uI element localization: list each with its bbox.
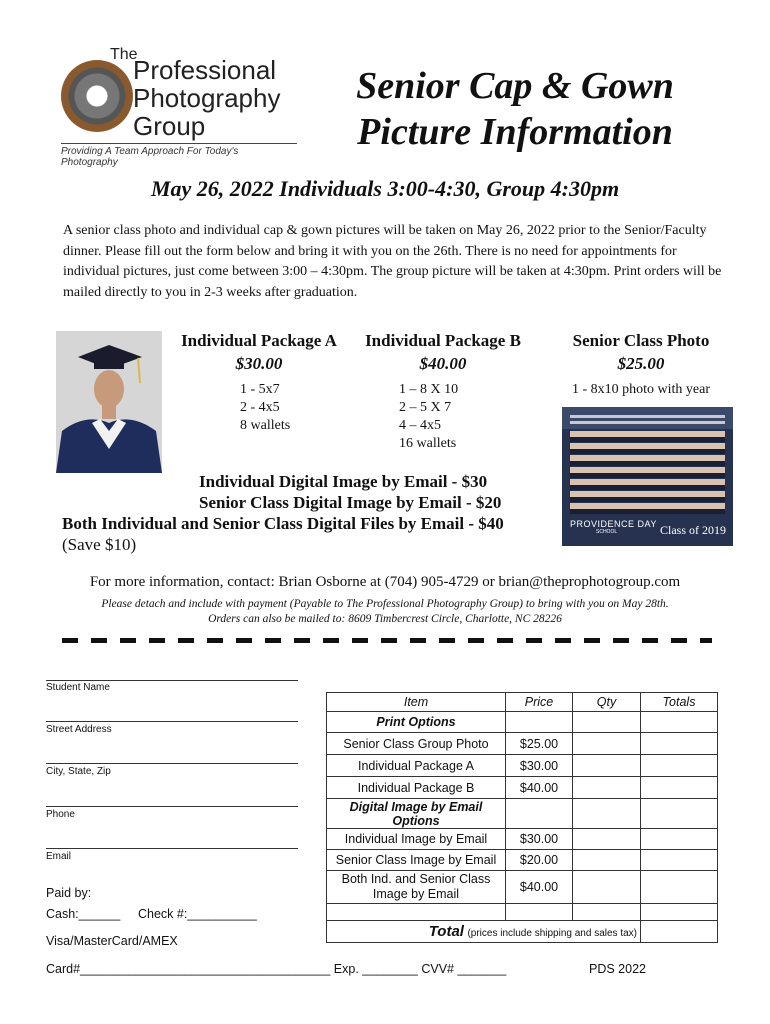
- col-qty: Qty: [573, 693, 641, 712]
- cash-field[interactable]: Cash:______: [46, 907, 121, 921]
- total-cell[interactable]: [641, 733, 718, 755]
- table-row: Individual Package B $40.00: [327, 777, 718, 799]
- col-item: Item: [327, 693, 506, 712]
- print-options-row: [327, 712, 718, 733]
- phone-label: Phone: [46, 809, 75, 820]
- senior-class-photo-package: Senior Class Photo $25.00 1 - 8x10 photo with year: [571, 331, 711, 397]
- logo-the: The: [110, 46, 138, 63]
- total-cell[interactable]: [641, 829, 718, 850]
- table-row: Both Ind. and Senior Class Image by Email $40.00: [327, 871, 718, 904]
- col-price: Price: [506, 693, 573, 712]
- event-dateline: May 26, 2022 Individuals 3:00-4:30, Group 4:30pm: [150, 176, 620, 201]
- detach-instructions: Please detach and include with payment (Payable to The Professional Photography Group) to bring with you on May 28th. Orders can also be mailed to: 8609 Timbercrest Circle, Charlotte, NC 28226: [101, 598, 669, 625]
- logo-aperture-icon: [61, 60, 133, 132]
- paid-by-label: Paid by:: [46, 886, 92, 900]
- blank-row: [327, 904, 718, 921]
- phone-line[interactable]: [46, 806, 298, 807]
- page-title: Senior Cap & Gown Picture Information: [356, 65, 674, 153]
- table-row: Individual Image by Email $30.00: [327, 829, 718, 850]
- street-address-label: Street Address: [46, 724, 112, 735]
- col-totals: Totals: [641, 693, 718, 712]
- logo-wordmark: Professional Photography Group: [133, 55, 281, 141]
- qty-cell[interactable]: [573, 850, 641, 871]
- total-cell[interactable]: [641, 777, 718, 799]
- city-state-zip-line[interactable]: [46, 763, 298, 764]
- card-types-label: Visa/MasterCard/AMEX: [46, 934, 178, 948]
- class-photo-year: Class of 2019: [660, 523, 726, 537]
- student-name-line[interactable]: [46, 680, 298, 681]
- qty-cell[interactable]: [573, 829, 641, 850]
- city-state-zip-label: City, State, Zip: [46, 766, 111, 777]
- qty-cell[interactable]: [573, 733, 641, 755]
- total-row: [327, 921, 718, 943]
- email-label: Email: [46, 851, 72, 862]
- qty-cell[interactable]: [573, 777, 641, 799]
- order-table: [326, 692, 718, 943]
- package-b: Individual Package B $40.00 1 – 8 X 10 2 – 5 X 7 4 – 4x5 16 wallets: [365, 331, 521, 451]
- total-cell[interactable]: [641, 871, 718, 904]
- table-row: Individual Package A $30.00: [327, 755, 718, 777]
- print-options-label: Print Options: [327, 712, 506, 733]
- class-photo-school-sub: SCHOOL: [596, 529, 618, 535]
- total-cell[interactable]: [641, 850, 718, 871]
- total-note: (prices include shipping and sales tax): [467, 928, 637, 939]
- digital-options-label: Digital Image by Email Options: [327, 799, 506, 829]
- total-label: Total: [428, 923, 464, 940]
- form-code: PDS 2022: [589, 962, 646, 976]
- graduate-portrait: [56, 331, 162, 473]
- total-cell[interactable]: [641, 755, 718, 777]
- email-line[interactable]: [46, 848, 298, 849]
- street-address-line[interactable]: [46, 721, 298, 722]
- digital-offers: Individual Digital Image by Email - $30 Senior Class Digital Image by Email - $20 Both Individual and Senior Class Digital Files by Email - $40 (Save $10): [62, 472, 504, 554]
- contact-info: For more information, contact: Brian Osborne at (704) 905-4729 or brian@theprophotogroup.com: [89, 574, 681, 590]
- qty-cell[interactable]: [573, 755, 641, 777]
- class-group-photo: [562, 407, 733, 546]
- detach-divider: [62, 638, 712, 643]
- table-header-row: [327, 693, 718, 712]
- qty-cell[interactable]: [573, 871, 641, 904]
- table-row: Senior Class Group Photo $25.00: [327, 733, 718, 755]
- intro-paragraph: A senior class photo and individual cap & gown pictures will be taken on May 26, 2022 prior to the Senior/Faculty dinner. Please fill out the form below and bring it with you on the 26th. There is no need for appointments for individual pictures, just come between 3:00 – 4:30pm. The group picture will be taken at 4:30pm. Print orders will be mailed directly to you in 2-3 weeks after graduation.: [63, 223, 722, 300]
- digital-options-row: [327, 799, 718, 829]
- grand-total-cell[interactable]: [641, 921, 718, 943]
- package-a: Individual Package A $30.00 1 - 5x7 2 - 4x5 8 wallets: [181, 331, 337, 433]
- student-name-label: Student Name: [46, 682, 110, 693]
- card-details-field[interactable]: Card#____________________________________ Exp. ________ CVV# _______: [46, 962, 507, 976]
- logo-tagline: Providing A Team Approach For Today's Photography: [61, 143, 297, 168]
- table-row: Senior Class Image by Email $20.00: [327, 850, 718, 871]
- check-number-field[interactable]: Check #:__________: [138, 907, 257, 921]
- class-photo-school: PROVIDENCE DAY: [570, 519, 657, 529]
